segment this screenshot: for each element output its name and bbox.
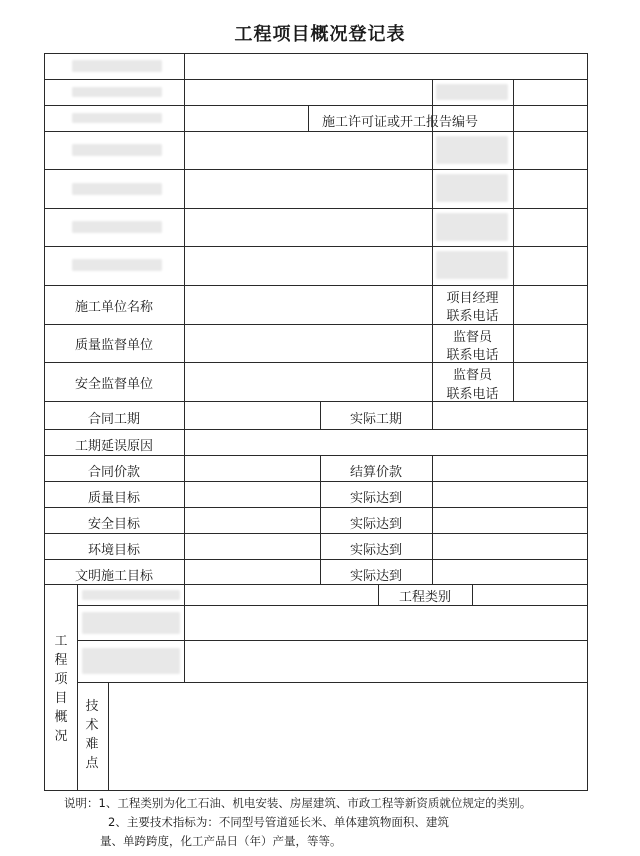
safety-supervisor-label: 监督员 [452, 368, 492, 383]
safety-unit-label: 安全监督单位 [74, 377, 153, 392]
contract-price-label: 合同价款 [87, 465, 140, 480]
settlement-price-label: 结算价款 [349, 465, 402, 480]
environment-target-label: 环境目标 [87, 543, 140, 558]
pm-label: 项目经理 [446, 291, 499, 306]
note-line-1: 说明：1、工程类别为化工石油、机电安装、房屋建筑、市政工程等新资质就位规定的类别。 [64, 796, 532, 810]
construction-unit-label: 施工单位名称 [74, 300, 153, 315]
project-category-label: 工程类别 [398, 590, 451, 605]
civil-construction-actual-label: 实际达到 [349, 569, 402, 584]
delay-reason-label: 工期延误原因 [74, 439, 153, 454]
quality-supervisor-label: 监督员 [452, 330, 492, 345]
safety-target-label: 安全目标 [87, 517, 140, 532]
civil-construction-target-label: 文明施工目标 [74, 569, 153, 584]
environment-actual-label: 实际达到 [349, 543, 402, 558]
quality-phone-label: 联系电话 [446, 348, 499, 363]
contract-period-label: 合同工期 [87, 412, 140, 427]
technical-difficulty-label: 技术难点 [85, 699, 99, 771]
quality-actual-label: 实际达到 [349, 491, 402, 506]
pm-phone-label: 联系电话 [446, 309, 499, 324]
safety-phone-label: 联系电话 [446, 387, 499, 402]
note-line-2: 2、主要技术指标为：不同型号管道延长米、单体建筑物面积、建筑 [108, 815, 449, 829]
quality-target-label: 质量目标 [87, 491, 140, 506]
actual-period-label: 实际工期 [349, 412, 402, 427]
safety-actual-label: 实际达到 [349, 517, 402, 532]
form-title: 工程项目概况登记表 [234, 24, 406, 45]
project-overview-label: 工程项目概况 [54, 634, 68, 744]
note-line-3: 量、单跨跨度，化工产品日（年）产量，等等。 [100, 834, 342, 848]
quality-unit-label: 质量监督单位 [74, 338, 153, 353]
permit-number-label: 施工许可证或开工报告编号 [322, 115, 479, 130]
